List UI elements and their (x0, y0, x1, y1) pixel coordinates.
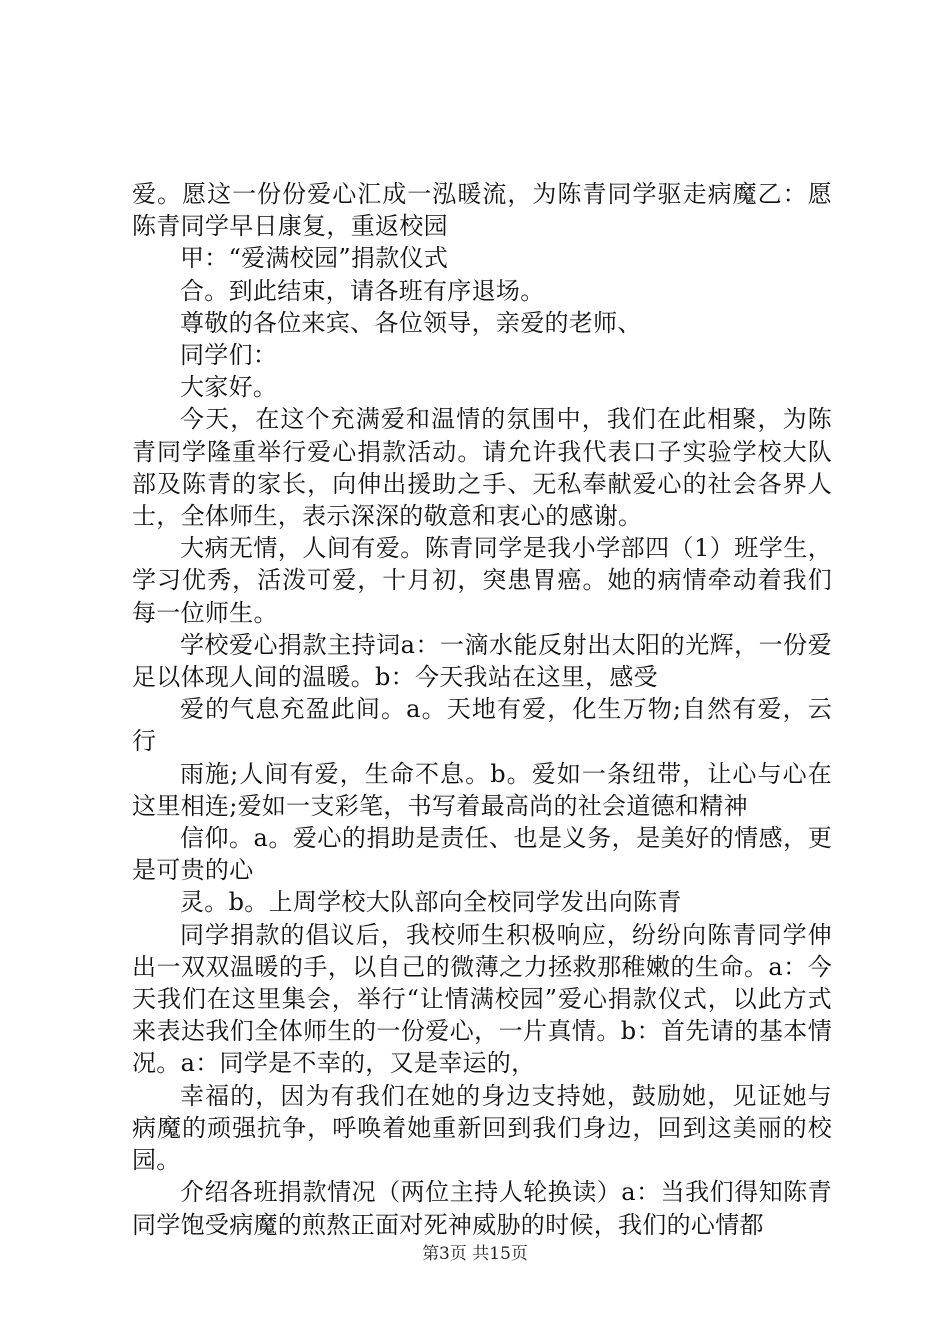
paragraph-7: 今天，在这个充满爱和温情的氛围中，我们在此相聚，为陈青同学隆重举行爱心捐款活动。请允许我代表口子实验学校大队部及陈青的家长，向伸出援助之手、无私奉献爱心的社会各界人士，全体师生，表示深深的敬意和衷心的感谢。 (132, 405, 832, 531)
paragraph-16: 介绍各班捐款情况（两位主持人轮换读）a：当我们得知陈青同学饱受病魔的煎熬正面对死神威胁的时候，我们的心情都 (132, 1178, 832, 1239)
paragraph-3: 合。到此结束，请各班有序退场。 (180, 276, 545, 305)
paragraph-8: 大病无情，人间有爱。陈青同学是我小学部四（1）班学生，学习优秀，活泼可爱，十月初，突患胃癌。她的病情牵动着我们每一位师生。 (132, 534, 832, 627)
paragraph-15: 幸福的，因为有我们在她的身边支持她，鼓励她，见证她与病魔的顽强抗争，呼唤着她重新回到我们身边，回到这美丽的校园。 (132, 1081, 832, 1175)
paragraph-10: 爱的气息充盈此间。a。天地有爱，化生万物;自然有爱，云行 (132, 695, 832, 756)
paragraph-6: 大家好。 (180, 373, 278, 402)
paragraph-5: 同学们： (180, 341, 278, 370)
paragraph-9: 学校爱心捐款主持词a：一滴水能反射出太阳的光辉，一份爱足以体现人间的温暖。b：今天我站在这里，感受 (132, 630, 833, 692)
paragraph-2: 甲：“爱满校园”捐款仪式 (180, 244, 449, 273)
paragraph-11: 雨施;人间有爱，生命不息。b。爱如一条纽带，让心与心在这里相连;爱如一支彩笔，书写着最高尚的社会道德和精神 (132, 759, 832, 820)
paragraph-13: 灵。b。上周学校大队部向全校同学发出向陈青 (180, 888, 682, 917)
document-body (132, 178, 832, 1241)
paragraph-1: 爱。愿这一份份爱心汇成一泓暖流，为陈青同学驱走病魔乙：愿陈青同学早日康复，重返校园 (132, 180, 832, 241)
paragraph-14: 同学捐款的倡议后，我校师生积极响应，纷纷向陈青同学伸出一双双温暖的手，以自己的微薄之力拯救那稚嫩的生命。a：今天我们在这里集会，举行“让情满校园”爱心捐款仪式，以此方式来表达我们全体师生的一份爱心，一片真情。b：首先请的基本情况。a：同学是不幸的，又是幸运的， (132, 920, 832, 1078)
page-number-footer: 第3页 共15页 (422, 1244, 528, 1264)
paragraph-12: 信仰。a。爱心的捐助是责任、也是义务，是美好的情感，更是可贵的心 (132, 824, 832, 885)
paragraph-4: 尊敬的各位来宾、各位领导，亲爱的老师、 (180, 308, 642, 337)
